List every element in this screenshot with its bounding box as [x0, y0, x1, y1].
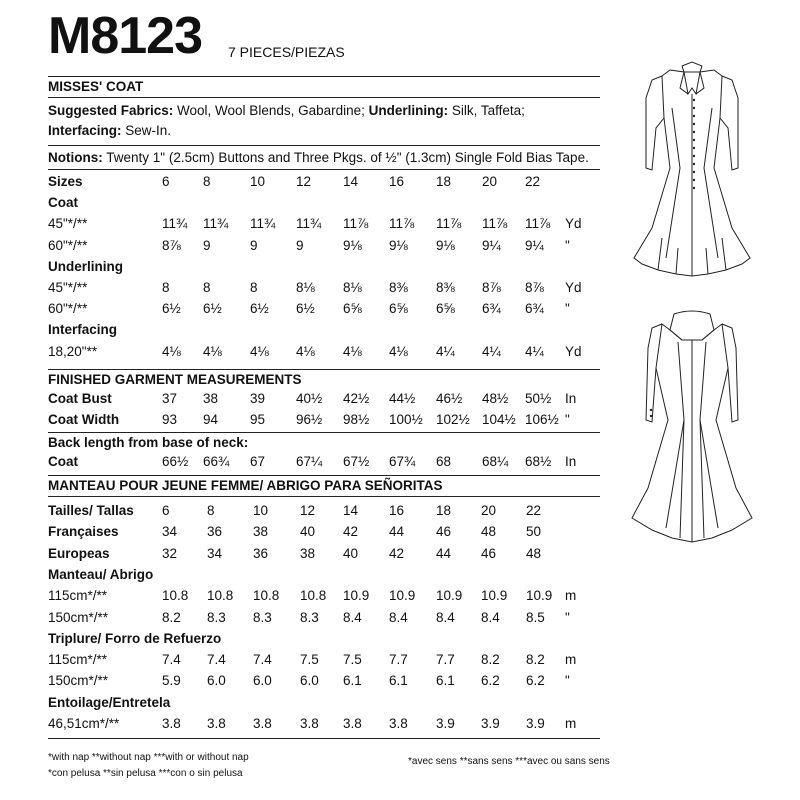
row-label: 60"*/**: [48, 237, 88, 253]
table-cell: 6½: [162, 301, 181, 317]
table-cell: 48½: [482, 391, 509, 406]
table-cell: 96½: [296, 412, 323, 427]
table-cell: 100½: [389, 412, 423, 427]
table-cell: 42: [343, 524, 359, 540]
table-cell: 8.4: [481, 609, 500, 625]
table-cell: 6¾: [525, 301, 544, 317]
row-label: Sizes: [48, 174, 83, 189]
pieces-count: 7 PIECES/PIEZAS: [228, 44, 345, 60]
table-cell: 11¾: [162, 216, 188, 232]
divider: [48, 369, 600, 370]
unit-label: ": [565, 412, 570, 427]
table-cell: 46½: [436, 391, 463, 406]
table-row: [48, 716, 608, 736]
divider: [48, 97, 600, 98]
table-cell: 8.3: [253, 609, 272, 625]
notions-line: [48, 150, 608, 165]
table-cell: 6.0: [300, 673, 319, 689]
table-cell: 8.3: [300, 609, 319, 625]
underlining-text: Silk, Taffeta;: [448, 103, 525, 118]
table-cell: 102½: [436, 412, 470, 427]
fabrics-line-2: [48, 123, 600, 138]
coat-back-illustration: [622, 308, 762, 556]
table-cell: 20: [481, 503, 497, 518]
table-row: [48, 322, 608, 342]
row-label: 45"*/**: [48, 280, 88, 295]
unit-label: ": [565, 673, 570, 689]
table-cell: 10.9: [481, 588, 508, 604]
table-cell: 16: [389, 174, 405, 189]
table-row: [48, 412, 608, 432]
row-label: Underlining: [48, 258, 123, 274]
unit-label: m: [565, 716, 577, 731]
table-cell: 11¾: [250, 216, 276, 232]
table-cell: 10.9: [343, 588, 370, 604]
unit-label: ": [565, 237, 570, 253]
table-row: [48, 588, 608, 608]
unit-label: m: [565, 652, 577, 668]
table-row: [48, 454, 608, 474]
table-cell: 16: [389, 503, 405, 518]
table-cell: 6⅝: [436, 301, 455, 317]
table-cell: 8.4: [389, 609, 408, 625]
table-cell: 3.8: [300, 716, 319, 731]
table-cell: 8.4: [436, 609, 455, 625]
table-cell: 3.9: [436, 716, 455, 731]
table-cell: 7.7: [389, 652, 408, 668]
row-label: 115cm*/**: [48, 652, 108, 668]
table-cell: 11¾: [203, 216, 229, 232]
table-row: [48, 174, 608, 194]
unit-label: In: [565, 391, 577, 406]
table-cell: 46: [481, 545, 497, 561]
table-cell: 6.0: [207, 673, 226, 689]
divider: [48, 738, 600, 739]
divider: [48, 145, 600, 146]
table-cell: 4⅛: [296, 343, 315, 359]
table-cell: 9⅛: [436, 237, 455, 253]
table-cell: 8⅜: [436, 280, 455, 295]
table-cell: 7.7: [436, 652, 455, 668]
table-cell: 36: [207, 524, 223, 540]
table-cell: 95: [250, 412, 266, 427]
table-cell: 104½: [482, 412, 516, 427]
table-cell: 7.4: [253, 652, 272, 668]
table-cell: 8.5: [526, 609, 545, 625]
table-cell: 38: [253, 524, 269, 540]
footnote-en: *with nap **without nap ***with or without nap: [48, 752, 249, 763]
table-cell: 40: [300, 524, 316, 540]
table-cell: 10: [250, 174, 266, 189]
footnote-es: *con pelusa **sin pelusa ***con o sin pelusa: [48, 768, 243, 779]
divider: [48, 496, 600, 497]
row-label: 46,51cm*/**: [48, 716, 120, 731]
fabrics-label: Suggested Fabrics:: [48, 103, 174, 118]
table-cell: 8⅛: [296, 280, 315, 295]
table-cell: 38: [203, 391, 219, 406]
row-label: Coat: [48, 454, 78, 469]
table-cell: 10.9: [436, 588, 463, 604]
table-cell: 93: [162, 412, 178, 427]
row-label: Tailles/ Tallas: [48, 503, 134, 518]
table-cell: 4¼: [525, 343, 544, 359]
row-label: Coat Bust: [48, 391, 112, 406]
row-label: Interfacing: [48, 322, 118, 338]
fabrics-line-1: [48, 103, 600, 118]
table-cell: 7.4: [162, 652, 181, 668]
table-cell: 6: [162, 503, 170, 518]
row-label: 18,20"**: [48, 343, 98, 359]
table-cell: 8.2: [481, 652, 500, 668]
row-label: 150cm*/**: [48, 673, 109, 689]
table-cell: 9¼: [525, 237, 544, 253]
table-cell: 5.9: [162, 673, 181, 689]
table-cell: 6⅝: [389, 301, 408, 317]
table-row: [48, 546, 608, 566]
table-cell: 67¾: [389, 454, 416, 469]
unit-label: Yd: [565, 216, 582, 232]
table-cell: 6.1: [389, 673, 408, 689]
table-cell: 9¼: [482, 237, 501, 253]
table-row: [48, 567, 608, 587]
table-cell: 46: [436, 524, 452, 540]
table-cell: 40: [343, 545, 359, 561]
divider: [48, 475, 600, 476]
table-cell: 9⅛: [389, 237, 408, 253]
table-cell: 12: [296, 174, 312, 189]
table-cell: 10.8: [207, 588, 234, 604]
table-cell: 8⅞: [162, 237, 181, 253]
table-cell: 6½: [296, 301, 315, 317]
table-row: [48, 631, 608, 651]
table-cell: 48: [481, 524, 497, 540]
table-row: [48, 344, 608, 364]
interfacing-text: Sew-In.: [121, 123, 172, 138]
table-cell: 8: [162, 280, 170, 295]
table-row: [48, 610, 608, 630]
table-cell: 6¾: [482, 301, 501, 317]
table-cell: 22: [525, 174, 541, 189]
table-cell: 34: [207, 545, 223, 561]
divider: [48, 432, 600, 433]
table-cell: 3.8: [253, 716, 272, 731]
table-cell: 11⅞: [482, 216, 508, 232]
table-cell: 68: [436, 454, 452, 469]
coat-front-illustration: [622, 58, 762, 298]
table-cell: 66¾: [203, 454, 230, 469]
table-cell: 4¼: [482, 343, 501, 359]
table-cell: 10.8: [253, 588, 280, 604]
table-cell: 8: [250, 280, 258, 295]
table-cell: 8: [203, 174, 211, 189]
table-cell: 11⅞: [389, 216, 415, 232]
table-cell: 42½: [343, 391, 370, 406]
row-label: Coat: [48, 195, 78, 211]
row-label: 60"*/**: [48, 301, 88, 317]
unit-label: ": [565, 609, 570, 625]
table-row: [48, 695, 608, 715]
row-label: Triplure/ Forro de Refuerzo: [48, 630, 222, 646]
unit-label: m: [565, 588, 577, 604]
table-cell: 7.4: [207, 652, 226, 668]
row-label: 115cm*/**: [48, 588, 108, 604]
table-cell: 68½: [525, 454, 552, 469]
table-row: [48, 301, 608, 321]
table-cell: 7.5: [343, 652, 362, 668]
table-cell: 12: [300, 503, 316, 518]
table-cell: 10.9: [389, 588, 416, 604]
table-cell: 39: [250, 391, 266, 406]
table-cell: 8.4: [343, 609, 362, 625]
row-label: Manteau/ Abrigo: [48, 566, 154, 582]
interfacing-label: Interfacing:: [48, 123, 122, 138]
row-label: Europeas: [48, 545, 110, 561]
table-cell: 67¼: [296, 454, 323, 469]
table-cell: 4⅛: [389, 343, 408, 359]
table-row: [48, 652, 608, 672]
table-cell: 3.9: [481, 716, 500, 731]
divider: [48, 169, 600, 170]
table-cell: 4⅛: [162, 343, 181, 359]
row-label: 45"*/**: [48, 216, 88, 232]
table-cell: 18: [436, 174, 452, 189]
notions-text: Twenty 1" (2.5cm) Buttons and Three Pkgs. of ½" (1.3cm) Single Fold Bias Tape.: [102, 150, 589, 165]
table-cell: 8.2: [526, 652, 545, 668]
table-cell: 8: [203, 280, 211, 295]
table-cell: 9⅛: [343, 237, 362, 253]
table-cell: 6.2: [481, 673, 500, 689]
table-row: [48, 391, 608, 411]
table-cell: 8⅛: [343, 280, 362, 295]
table-cell: 6⅝: [343, 301, 362, 317]
table-cell: 3.8: [162, 716, 181, 731]
table-cell: 11⅞: [525, 216, 551, 232]
table-cell: 18: [436, 503, 452, 518]
table-cell: 44: [389, 524, 405, 540]
table-cell: 48: [526, 545, 542, 561]
table-cell: 50: [526, 524, 542, 540]
row-label: Françaises: [48, 524, 119, 540]
table-cell: 44½: [389, 391, 416, 406]
table-cell: 8.2: [162, 609, 181, 625]
table-cell: 3.8: [343, 716, 362, 731]
table-cell: 3.8: [389, 716, 408, 731]
title-en: MISSES' COAT: [48, 79, 144, 94]
table-row: [48, 216, 608, 236]
title-fr-es: MANTEAU POUR JEUNE FEMME/ ABRIGO PARA SEÑORITAS: [48, 478, 443, 493]
table-row: [48, 195, 608, 215]
table-row: [48, 673, 608, 693]
unit-label: In: [565, 454, 577, 469]
underlining-label: Underlining:: [368, 103, 449, 118]
table-cell: 36: [253, 545, 269, 561]
table-cell: 6½: [250, 301, 269, 317]
footnote-fr: *avec sens **sans sens ***avec ou sans sens: [408, 756, 610, 767]
table-cell: 14: [343, 503, 359, 518]
table-cell: 10: [253, 503, 269, 518]
table-cell: 14: [343, 174, 359, 189]
table-cell: 10.8: [162, 588, 189, 604]
notions-label: Notions:: [48, 150, 103, 165]
table-cell: 11⅞: [343, 216, 369, 232]
table-row: [48, 259, 608, 279]
table-cell: 10.8: [300, 588, 327, 604]
table-cell: 22: [526, 503, 542, 518]
table-cell: 42: [389, 545, 405, 561]
table-cell: 40½: [296, 391, 323, 406]
table-cell: 67: [250, 454, 266, 469]
table-cell: 4⅛: [343, 343, 362, 359]
table-cell: 66½: [162, 454, 189, 469]
table-cell: 8⅜: [389, 280, 408, 295]
table-cell: 44: [436, 545, 452, 561]
table-cell: 98½: [343, 412, 370, 427]
fabrics-text: Wool, Wool Blends, Gabardine;: [173, 103, 369, 118]
table-cell: 94: [203, 412, 219, 427]
table-cell: 4⅛: [203, 343, 222, 359]
row-label: Coat Width: [48, 412, 120, 427]
row-label: 150cm*/**: [48, 609, 109, 625]
table-cell: 8⅞: [525, 280, 544, 295]
table-cell: 10.9: [526, 588, 553, 604]
unit-label: ": [565, 301, 570, 317]
table-cell: 6.1: [436, 673, 455, 689]
table-cell: 106½: [525, 412, 559, 427]
table-row: [48, 524, 608, 544]
table-cell: 3.8: [207, 716, 226, 731]
table-cell: 6: [162, 174, 170, 189]
table-cell: 3.9: [526, 716, 545, 731]
table-cell: 34: [162, 524, 178, 540]
table-cell: 8: [207, 503, 215, 518]
table-cell: 11¾: [296, 216, 322, 232]
table-cell: 9: [250, 237, 258, 253]
table-cell: 11⅞: [436, 216, 462, 232]
table-row: [48, 238, 608, 258]
table-cell: 38: [300, 545, 316, 561]
table-row: [48, 280, 608, 300]
table-cell: 4⅛: [250, 343, 269, 359]
measurements-title: FINISHED GARMENT MEASUREMENTS: [48, 372, 302, 387]
table-cell: 50½: [525, 391, 552, 406]
table-cell: 6.2: [526, 673, 545, 689]
table-cell: 4¼: [436, 343, 455, 359]
pattern-code: M8123: [48, 7, 202, 65]
unit-label: Yd: [565, 280, 582, 295]
row-label: Entoilage/Entretela: [48, 694, 171, 710]
back-length-title: Back length from base of neck:: [48, 435, 249, 450]
table-cell: 9: [296, 237, 304, 253]
table-cell: 20: [482, 174, 498, 189]
table-cell: 7.5: [300, 652, 319, 668]
table-cell: 6.0: [253, 673, 272, 689]
table-cell: 37: [162, 391, 178, 406]
table-cell: 68¼: [482, 454, 509, 469]
table-cell: 9: [203, 237, 211, 253]
table-cell: 67½: [343, 454, 370, 469]
table-row: [48, 503, 608, 523]
table-cell: 6.1: [343, 673, 362, 689]
table-cell: 32: [162, 545, 178, 561]
unit-label: Yd: [565, 343, 582, 359]
table-cell: 8.3: [207, 609, 226, 625]
table-cell: 8⅞: [482, 280, 501, 295]
table-cell: 6½: [203, 301, 222, 317]
divider: [48, 76, 600, 77]
